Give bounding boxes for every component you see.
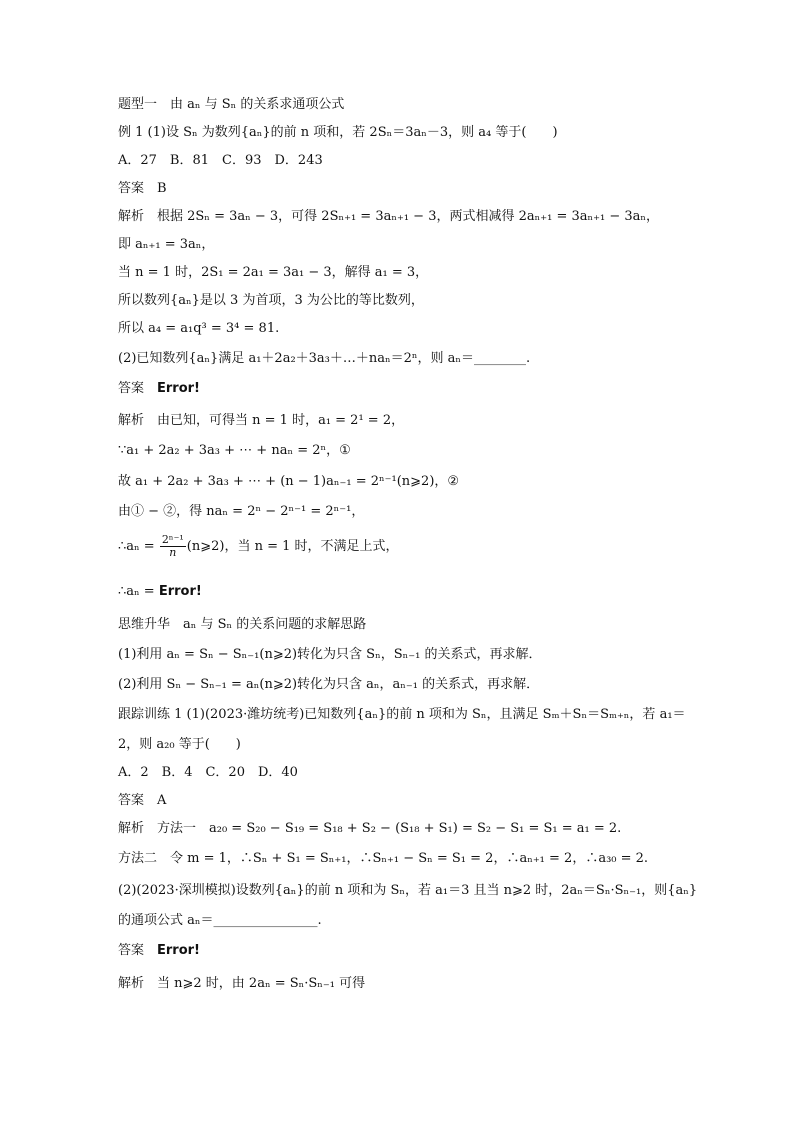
exercise-1-solution-line: 方法二 令 m = 1，∴Sₙ + S₁ = Sₙ₊₁，∴Sₙ₊₁ − Sₙ = S₁ = 2，∴aₙ₊₁ = 2，∴a₃₀ = 2.	[118, 851, 649, 866]
example-1-solution-line: 解析 根据 2Sₙ = 3aₙ − 3，可得 2Sₙ₊₁ = 3aₙ₊₁ − 3，两式相减得 2aₙ₊₁ = 3aₙ₊₁ − 3aₙ，	[118, 209, 660, 224]
error-text: Error!	[157, 943, 200, 958]
exercise-2-question: 的通项公式 aₙ＝________________.	[118, 913, 322, 928]
example-2-solution-line: 故 a₁ + 2a₂ + 3a₃ + ⋯ + (n − 1)aₙ₋₁ = 2ⁿ⁻¹(n⩾2)，②	[118, 474, 460, 489]
example-2-question: (2)已知数列{aₙ}满足 a₁＋2a₂＋3a₃＋…＋naₙ＝2ⁿ，则 aₙ＝________.	[118, 351, 531, 366]
fraction-numerator: 2ⁿ⁻¹	[161, 533, 184, 546]
example-1-question: 例 1 (1)设 Sₙ 为数列{aₙ}的前 n 项和，若 2Sₙ＝3aₙ－3，则 a₄ 等于( )	[118, 125, 558, 140]
example-1-answer: 答案 B	[118, 181, 167, 196]
section-title: 题型一 由 aₙ 与 Sₙ 的关系求通项公式	[118, 97, 345, 112]
fraction-formula-line	[118, 534, 399, 559]
exercise-1-answer: 答案 A	[118, 793, 167, 808]
example-1-solution-line: 所以数列{aₙ}是以 3 为首项，3 为公比的等比数列，	[118, 293, 424, 308]
exercise-1-question: 2，则 a₂₀ 等于( )	[118, 737, 241, 752]
example-2-answer	[118, 380, 200, 398]
example-2-conclusion	[118, 583, 202, 601]
example-1-solution-line: 当 n = 1 时，2S₁ = 2a₁ = 3a₁ − 3，解得 a₁ = 3，	[118, 265, 429, 280]
exercise-1-question: 跟踪训练 1 (1)(2023·潍坊统考)已知数列{aₙ}的前 n 项和为 Sₙ，且满足 Sₘ＋Sₙ＝Sₘ₊ₙ，若 a₁＝	[118, 707, 686, 722]
example-2-solution-line: ∵a₁ + 2a₂ + 3a₃ + ⋯ + naₙ = 2ⁿ，①	[118, 443, 351, 458]
exercise-2-question: (2)(2023·深圳模拟)设数列{aₙ}的前 n 项和为 Sₙ，若 a₁＝3 且当 n⩾2 时，2aₙ＝Sₙ·Sₙ₋₁，则{aₙ}	[118, 883, 698, 898]
conclusion-prefix: ∴aₙ =	[118, 584, 159, 599]
example-1-solution-line: 所以 a₄ = a₁q³ = 3⁴ = 81.	[118, 321, 280, 336]
exercise-2-answer	[118, 942, 200, 960]
exercise-2-solution-line: 解析 当 n⩾2 时，由 2aₙ = Sₙ·Sₙ₋₁ 可得	[118, 976, 366, 991]
summary-point: (2)利用 Sₙ − Sₙ₋₁ = aₙ(n⩾2)转化为只含 aₙ，aₙ₋₁ 的关系式，再求解．	[118, 677, 540, 692]
example-1-solution-line: 即 aₙ₊₁ = 3aₙ，	[118, 237, 215, 252]
summary-title: 思维升华 aₙ 与 Sₙ 的关系问题的求解思路	[118, 617, 367, 632]
fraction	[160, 534, 186, 559]
formula-prefix: ∴aₙ =	[118, 539, 159, 554]
example-2-solution-line: 解析 由已知，可得当 n = 1 时，a₁ = 2¹ = 2，	[118, 413, 405, 428]
formula-suffix: (n⩾2)，当 n = 1 时，不满足上式，	[186, 539, 399, 554]
answer-label: 答案	[118, 381, 158, 396]
summary-point: (1)利用 aₙ = Sₙ − Sₙ₋₁(n⩾2)转化为只含 Sₙ，Sₙ₋₁ 的关系式，再求解．	[118, 647, 542, 662]
exercise-1-solution-line: 解析 方法一 a₂₀ = S₂₀ − S₁₉ = S₁₈ + S₂ − (S₁₈ + S₁) = S₂ − S₁ = S₁ = a₁ = 2.	[118, 821, 622, 836]
example-1-options: A．27 B．81 C．93 D．243	[118, 153, 323, 168]
fraction-denominator: n	[169, 546, 177, 559]
error-text: Error!	[158, 584, 202, 599]
error-text: Error!	[157, 381, 200, 396]
answer-label: 答案	[118, 943, 158, 958]
exercise-1-options: A．2 B．4 C．20 D．40	[118, 765, 298, 780]
example-2-solution-line: 由① − ②，得 naₙ = 2ⁿ − 2ⁿ⁻¹ = 2ⁿ⁻¹，	[118, 504, 365, 519]
